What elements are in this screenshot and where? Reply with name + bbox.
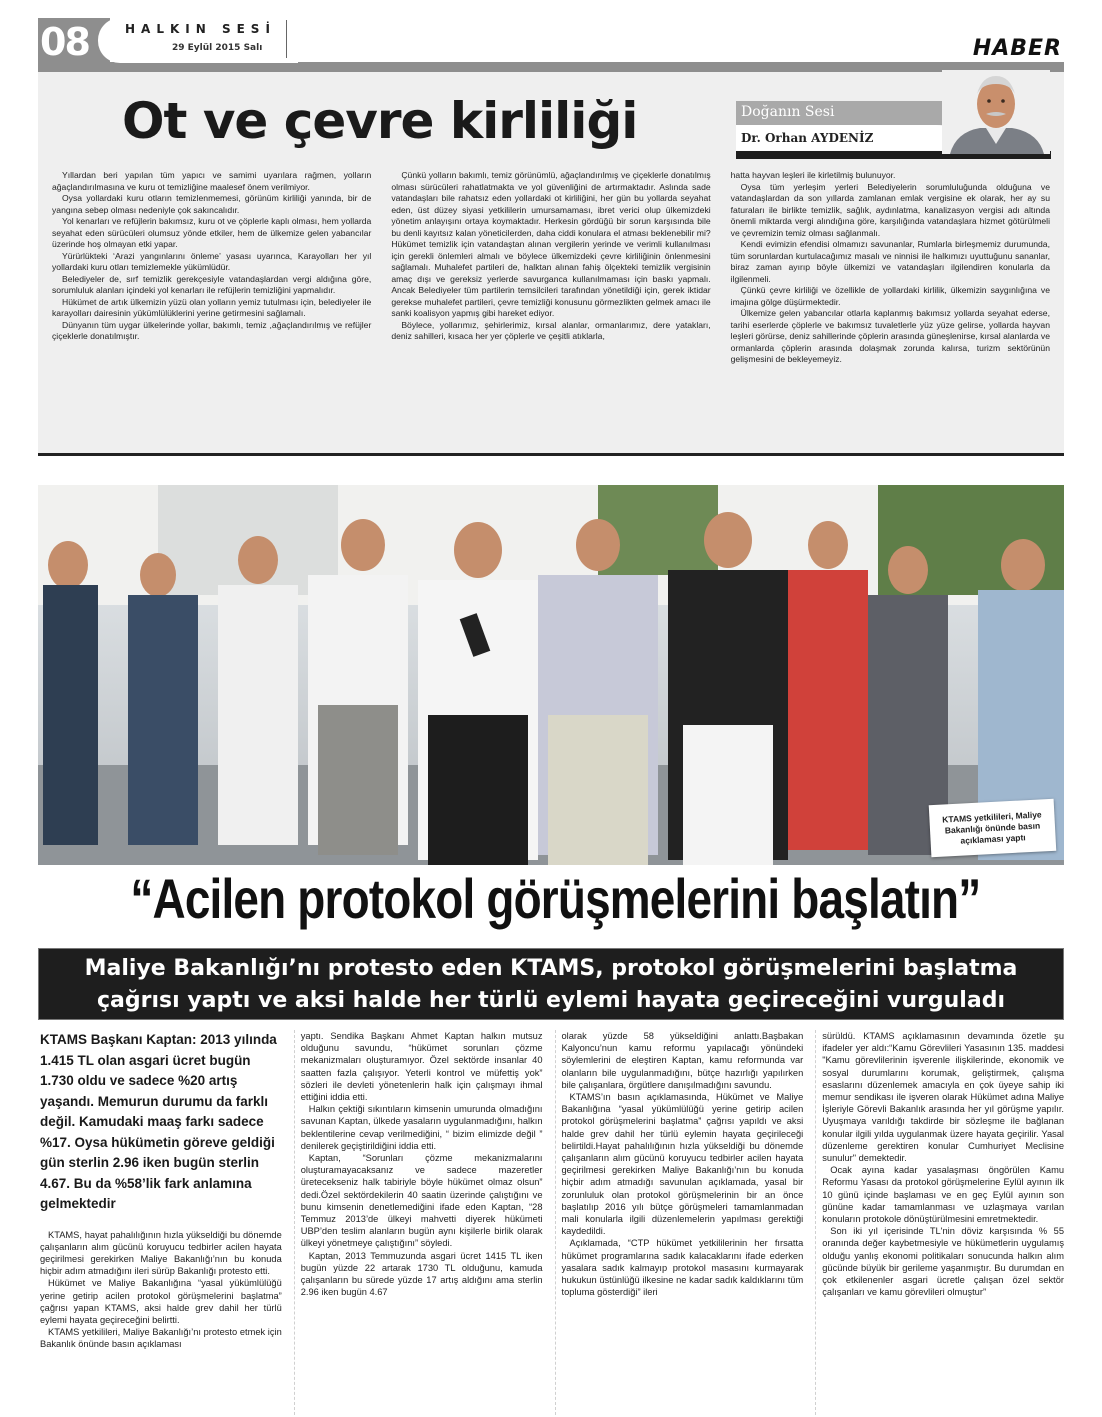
paragraph: Böylece, yollarımız, şehirlerimiz, kırsal alanlar, ormanlarımız, dere yatakları, deniz sahilleri, kısaca her yer çöplerle ve çeşitli atıklarla, xyxy=(391,319,711,341)
opinion-column-2 xyxy=(391,170,710,440)
opinion-title: Ot ve çevre kirliliği xyxy=(122,92,638,150)
photo-caption xyxy=(929,799,1057,857)
section-label: HABER xyxy=(972,36,1062,61)
news-column-4 xyxy=(815,1030,1064,1415)
paragraph: hatta hayvan leşleri ile kirletilmiş bulunuyor. xyxy=(730,170,896,180)
paragraph: Belediyeler de, sırf temizlik gerekçesiyle vatandaşlardan vergi aldığına göre, sorumluluk alanları içindeki yol kenarları ile refüjlerin temizliğini yapmalıdır. xyxy=(52,273,372,295)
paragraph: Yol kenarları ve refüjlerin bakımsız, kuru ot ve çöplerle kaplı olması, hem yollarda seyahat eden sürücüleri olumsuz yönde etkiler, hem de ülkemize gelen yabancılar üzerinde hoş olmayan etki yapar. xyxy=(52,216,372,249)
opinion-body xyxy=(52,170,1050,440)
paragraph: Yürürlükteki ‘Arazi yangınlarını önleme’ yasası uyarınca, Karayolları her yıl yollardaki kuru otları temizlemekle yükümlüdür. xyxy=(52,250,372,272)
news-column-3 xyxy=(555,1030,804,1415)
news-body xyxy=(40,1030,1064,1415)
paragraph: olarak yüzde 58 yükseldiğini anlattı.Başbakan Kalyoncu’nun kamu reformu yapılacağı yönündeki söylemlerini de eleştiren Kaptan, kamu reformunda var olanların bile uygulanmadığını, bütçe hazırlığı yapılırken bile çalışanlara, örgütlere danışılmadığını savundu. xyxy=(561,1031,804,1090)
news-headline: “Acilen protokol görüşmelerini başlatın” xyxy=(130,867,981,930)
news-spot: KTAMS Başkanı Kaptan: 2013 yılında 1.415 TL olan asgari ücret bugün 1.730 oldu ve sadece %20 artış yaşandı. Memurun durumu da farklı değil. Kamudaki maaş farkı sadece %17. Oysa hükümetin göreve geldiği gün sterlin 2.96 iken bugün sterlin 4.67. Bu da %58’lik fark anlamına gelmektedir xyxy=(40,1032,277,1211)
paragraph: KTAMS, hayat pahalılığının hızla yükseldiği bu dönemde çalışanların alım gücünü koruyucu tedbirler acilen hayata geçirilmesi gerekirken Maliye Bakanlığı’nın bu konuda hiçbir adım atmadığını ileri sürüp Bakanlığı protesto etti. xyxy=(40,1229,282,1277)
news-column-1 xyxy=(40,1030,282,1415)
column-name: Doğanın Sesi xyxy=(741,104,835,120)
opinion-column-3 xyxy=(731,170,1050,440)
paragraph: sürüldü. KTAMS açıklamasının devamında özetle şu ifadeler yer aldı:“Kamu Görevlileri Yasasının 135. maddesi "Kamu görevlilerinin işverenle ilişkilerinde, ekonomik ve sosyal durumlarını korumak, geliştirmek, çalışma esaslarını düzenlemek amacıyla en çok üyeye sahip iki memur sendikası ile işveren olarak Hükümet adına Maliye İşleriyle Görevli Bakanlık arasında her yıl görüşme yapılır. Uyuşmaya varıldığı takdirde bir sözleşme ile bağlanan konular ilgili yılda uygulanmak üzere hayata geçirilir. Yasal düzenleme gerektiren konular Cumhuriyet Meclisine sunulur" demektedir. xyxy=(822,1031,1064,1164)
paragraph: Son iki yıl içerisinde TL'nin döviz karşısında % 55 oranında değer kaybetmesiyle ve hükümetlerin uygulamış olduğu yanlış ekonomi politikaları sonucunda halkın alım gücünde büyük bir gerileme yaşanmıştır. Bu durumdan en çok etkilenenler asgari ücretle çalışan özel sektör çalışanları ve kamu görevlileri olmuştur” xyxy=(822,1226,1064,1298)
paragraph: Hükümet ve Maliye Bakanlığına “yasal yükümlülüğü yerine getirip acilen protokol görüşmelerini başlatma” çağrısı yapan KTAMS, aksi halde grev dahil her türlü eylemi hayata geçireceğini belirtti. xyxy=(40,1278,282,1325)
paragraph: Kendi evimizin efendisi olmamızı savunanlar, Rumlarla birleşmemiz durumunda, tüm sorunlardan kurtulacağımız masalı ve ninnisi ile halkımızı uyuttuğunu sananlar, biraz zaman ayırıp böyle ülkemizi ve vatandaşları ilgilendiren konularla da ilgilenmeli. xyxy=(730,239,1050,284)
news-deck xyxy=(38,948,1064,1020)
issue-date: 29 Eylül 2015 Salı xyxy=(172,43,263,53)
news-column-2 xyxy=(294,1030,543,1415)
paragraph: Çünkü yolların bakımlı, temiz görünümlü, ağaçlandırılmış ve çiçeklerle donatılmış olması sürücüleri rahatlatmakta ve yol güvenliğini de artırmaktadır. Aslında sade vatandaşları bile rahatsız eden yollardaki ot kirliliğini, her gün bu yollarda seyahat eden, üst düzey siyasi yetkililerin umursamaması, ibret verici olup ülkemizdeki yönetim anlayışını ortaya koymaktadır. Herkesin gördüğü bir sorun karşısında bile bu denli kayıtsız kalan yöneticilerden, daha ciddi konulara el atması beklenebilir mi? Hükümet temizlik için vatandaştan alınan vergilerin yerinde ve verimli kullanılması için gerekli önlemleri almalı ve böylece ülkemizdeki çevre kirliliğinin önlenmesini sağlamalı. Muhalefet partileri de, halktan alınan fahiş ölçekteki temizlik vergisinin amaç dışı ve gereksiz yerlerde savurganca kullanılmaması için baskı yapmalı. Ancak Belediyeler tüm partilerin temsilcileri tarafından yönetildiği için, gerek iktidar gerekse muhalefet partileri, çevre temizliği konusunu görmezlikten gelmek amacı ile sanki koalisyon yapmış gibi hareket ediyor. xyxy=(391,170,711,318)
masthead-divider xyxy=(286,20,287,58)
news-photo xyxy=(38,485,1064,865)
paragraph: Kaptan, 2013 Temmuzunda asgari ücret 1415 TL iken bugün yüzde 22 artarak 1730 TL olduğunu, kamuda çalışanların bu sürede yüzde 17 artış aldığını ama sterlin 2.96 iken bugün 4.67 xyxy=(300,1250,543,1298)
photo-caption-text: KTAMS yetkilileri, Maliye Bakanlığı önünde basın açıklaması yaptı xyxy=(941,808,1042,846)
paragraph: Dünyanın tüm uygar ülkelerinde yollar, bakımlı, temiz ,ağaçlandırılmış ve refüjler çiçeklerle donatılmıştır. xyxy=(52,319,372,341)
paragraph: Açıklamada, “CTP hükümet yetkililerinin her fırsatta hükümet programlarına sadık kalacaklarını ifade ederken yasalara sadık kalmayıp protokol masasını kurmayarak hukukun üstünlüğü ilkesine ne kadar sadık kaldıklarını tüm topluma gösterdiği” ileri xyxy=(561,1238,804,1298)
paragraph: yaptı. Sendika Başkanı Ahmet Kaptan halkın mutsuz olduğunu savundu, “hükümet sorunları çözme mekanizmaları oluşturamıyor. Özel sektörde insanlar 40 saatten fazla çalışıyor. Yeterli kontrol ve müfettiş yok” sözleri ile devleti yönetenlerin halk için çalışmayı ihmal ettiğini iddia etti. xyxy=(300,1031,543,1103)
opinion-column-1 xyxy=(52,170,371,440)
page-number: 08 xyxy=(40,20,89,64)
paragraph: Yıllardan beri yapılan tüm yapıcı ve samimi uyarılara rağmen, yolların ağaçlandırılmasına ve kuru ot temizliğine maalesef önem verilmiyor. xyxy=(52,170,372,192)
paragraph: Oysa tüm yerleşim yerleri Belediyelerin sorumluluğunda olduğuna ve vatandaşlardan da son yıllarda zamlanan emlak vergisine ek olarak, her ay su faturaları ile birlikte temizlik, sağlık, aydınlatma, kanalizasyon vergisi adı altında önemli miktarda vergi alındığına göre, karşılığında vatandaşlara hizmet götürülmeli ve çevremizin temiz olması sağlanmalı. xyxy=(730,181,1050,238)
column-author: Dr. Orhan AYDENİZ xyxy=(741,131,874,145)
deck-line-2: çağrısı yaptı ve aksi halde her türlü eylemi hayata geçireceğini vurguladı xyxy=(97,988,1005,1013)
paragraph: Halkın çektiği sıkıntıların kimsenin umurunda olmadığını savunan Kaptan, ülkede yasaların uygulanmadığını, halkın beklentilerine cevap verilmediğini, “ bizim elimizde değil ” denilerek geçiştirildiğini iddia etti. xyxy=(300,1104,543,1151)
deck-line-1: Maliye Bakanlığı’nı protesto eden KTAMS, protokol görüşmelerini başlatma xyxy=(84,956,1018,981)
newspaper-name: HALKIN SESİ xyxy=(125,22,276,36)
paragraph: Ülkemize gelen yabancılar otlarla kaplanmış bakımsız yollarda seyahat ederse, tarihi eserlerde çöplerle ve bakımsız tuvaletlerle yüz yüze gelirse, yollarda hayvan leşleri görürse, deniz sahillerinde çöplerin arasında güneşlenirse, kırsal alanlarda ve ormanlarda çöplerin arasında dolaşmak zorunda kalırsa, turizm sektörünün gelişmesini de bekleyemeyiz. xyxy=(730,308,1050,364)
paragraph: Kaptan, “Sorunları çözme mekanizmalarını oluşturamayacaksanız ve sadece mazeretler üretecekseniz halk tabiriyle böyle hükümet olmaz olsun” dedi.Özel sektördekilerin 40 saatin üzerinde çalıştığını ve bunu kimsenin denetlemediğini ifade eden Kaptan, “28 Temmuz 2013’de ülkeyi mahvetti diyerek hükümeti UBP’den teslim alanların bugün aynı kişilerle birlik olarak ülkeyi yönetmeye çalıştığını” söyledi. xyxy=(300,1153,543,1249)
paragraph: Hükümet de artık ülkemizin yüzü olan yolların yemiz tutulması için, belediyeler ile karayolları dairesinin yükümlülüklerini yerine getirmesini sağlamalı. xyxy=(52,296,372,318)
paragraph: Ocak ayına kadar yasalaşması öngörülen Kamu Reformu Yasası da protokol görüşmelerine Eylül ayının ilk 10 günü içinde başlaması ve en geç Eylül ayının son gününe kadar tamamlanması ve uzlaşmaya varılan konuların protokole dönüştürülmesini emretmektedir. xyxy=(822,1165,1064,1225)
paragraph: KTAMS’ın basın açıklamasında, Hükümet ve Maliye Bakanlığına “yasal yükümlülüğü yerine getirip acilen protokol görüşmelerini başlatma” çağrısı yapıldı ve aksi halde grev dahil her türlü eylemin hayata geçirileceği belirtildi.Hayat pahalılığının hızla yükseldiği bu dönemde çalışanların alım gücünü koruyucu tedbirler acilen hayata geçirilmesi gerekirken Maliye Bakanlığı’nın bu konuda hiçbir adım atmadığı savunulan açıklamada, yasal bir zorunluluk olan protokol görüşmelerinin bir an önce başlatılıp 2016 yılı bütçe görüşmeleri tamamlanmadan mali konularla ilgili düzenlemelerin yapılması gerektiği kaydedildi. xyxy=(561,1092,804,1237)
paragraph: KTAMS yetkilileri, Maliye Bakanlığı’nı protesto etmek için Bakanlık önünde basın açıklaması xyxy=(40,1327,282,1350)
masthead-bar xyxy=(38,62,1064,72)
paragraph: Oysa yollardaki kuru otların temizlenmemesi, görünüm kirliliği yanında, bir de yangına sebep olması nedeniyle çok sakıncalıdır. xyxy=(52,193,372,215)
author-photo xyxy=(942,70,1050,154)
paragraph: Çünkü çevre kirliliği ve özellikle de yollardaki kirlilik, ülkemizin saygınlığına ve imajına gölge düşürmektedir. xyxy=(730,285,1050,307)
